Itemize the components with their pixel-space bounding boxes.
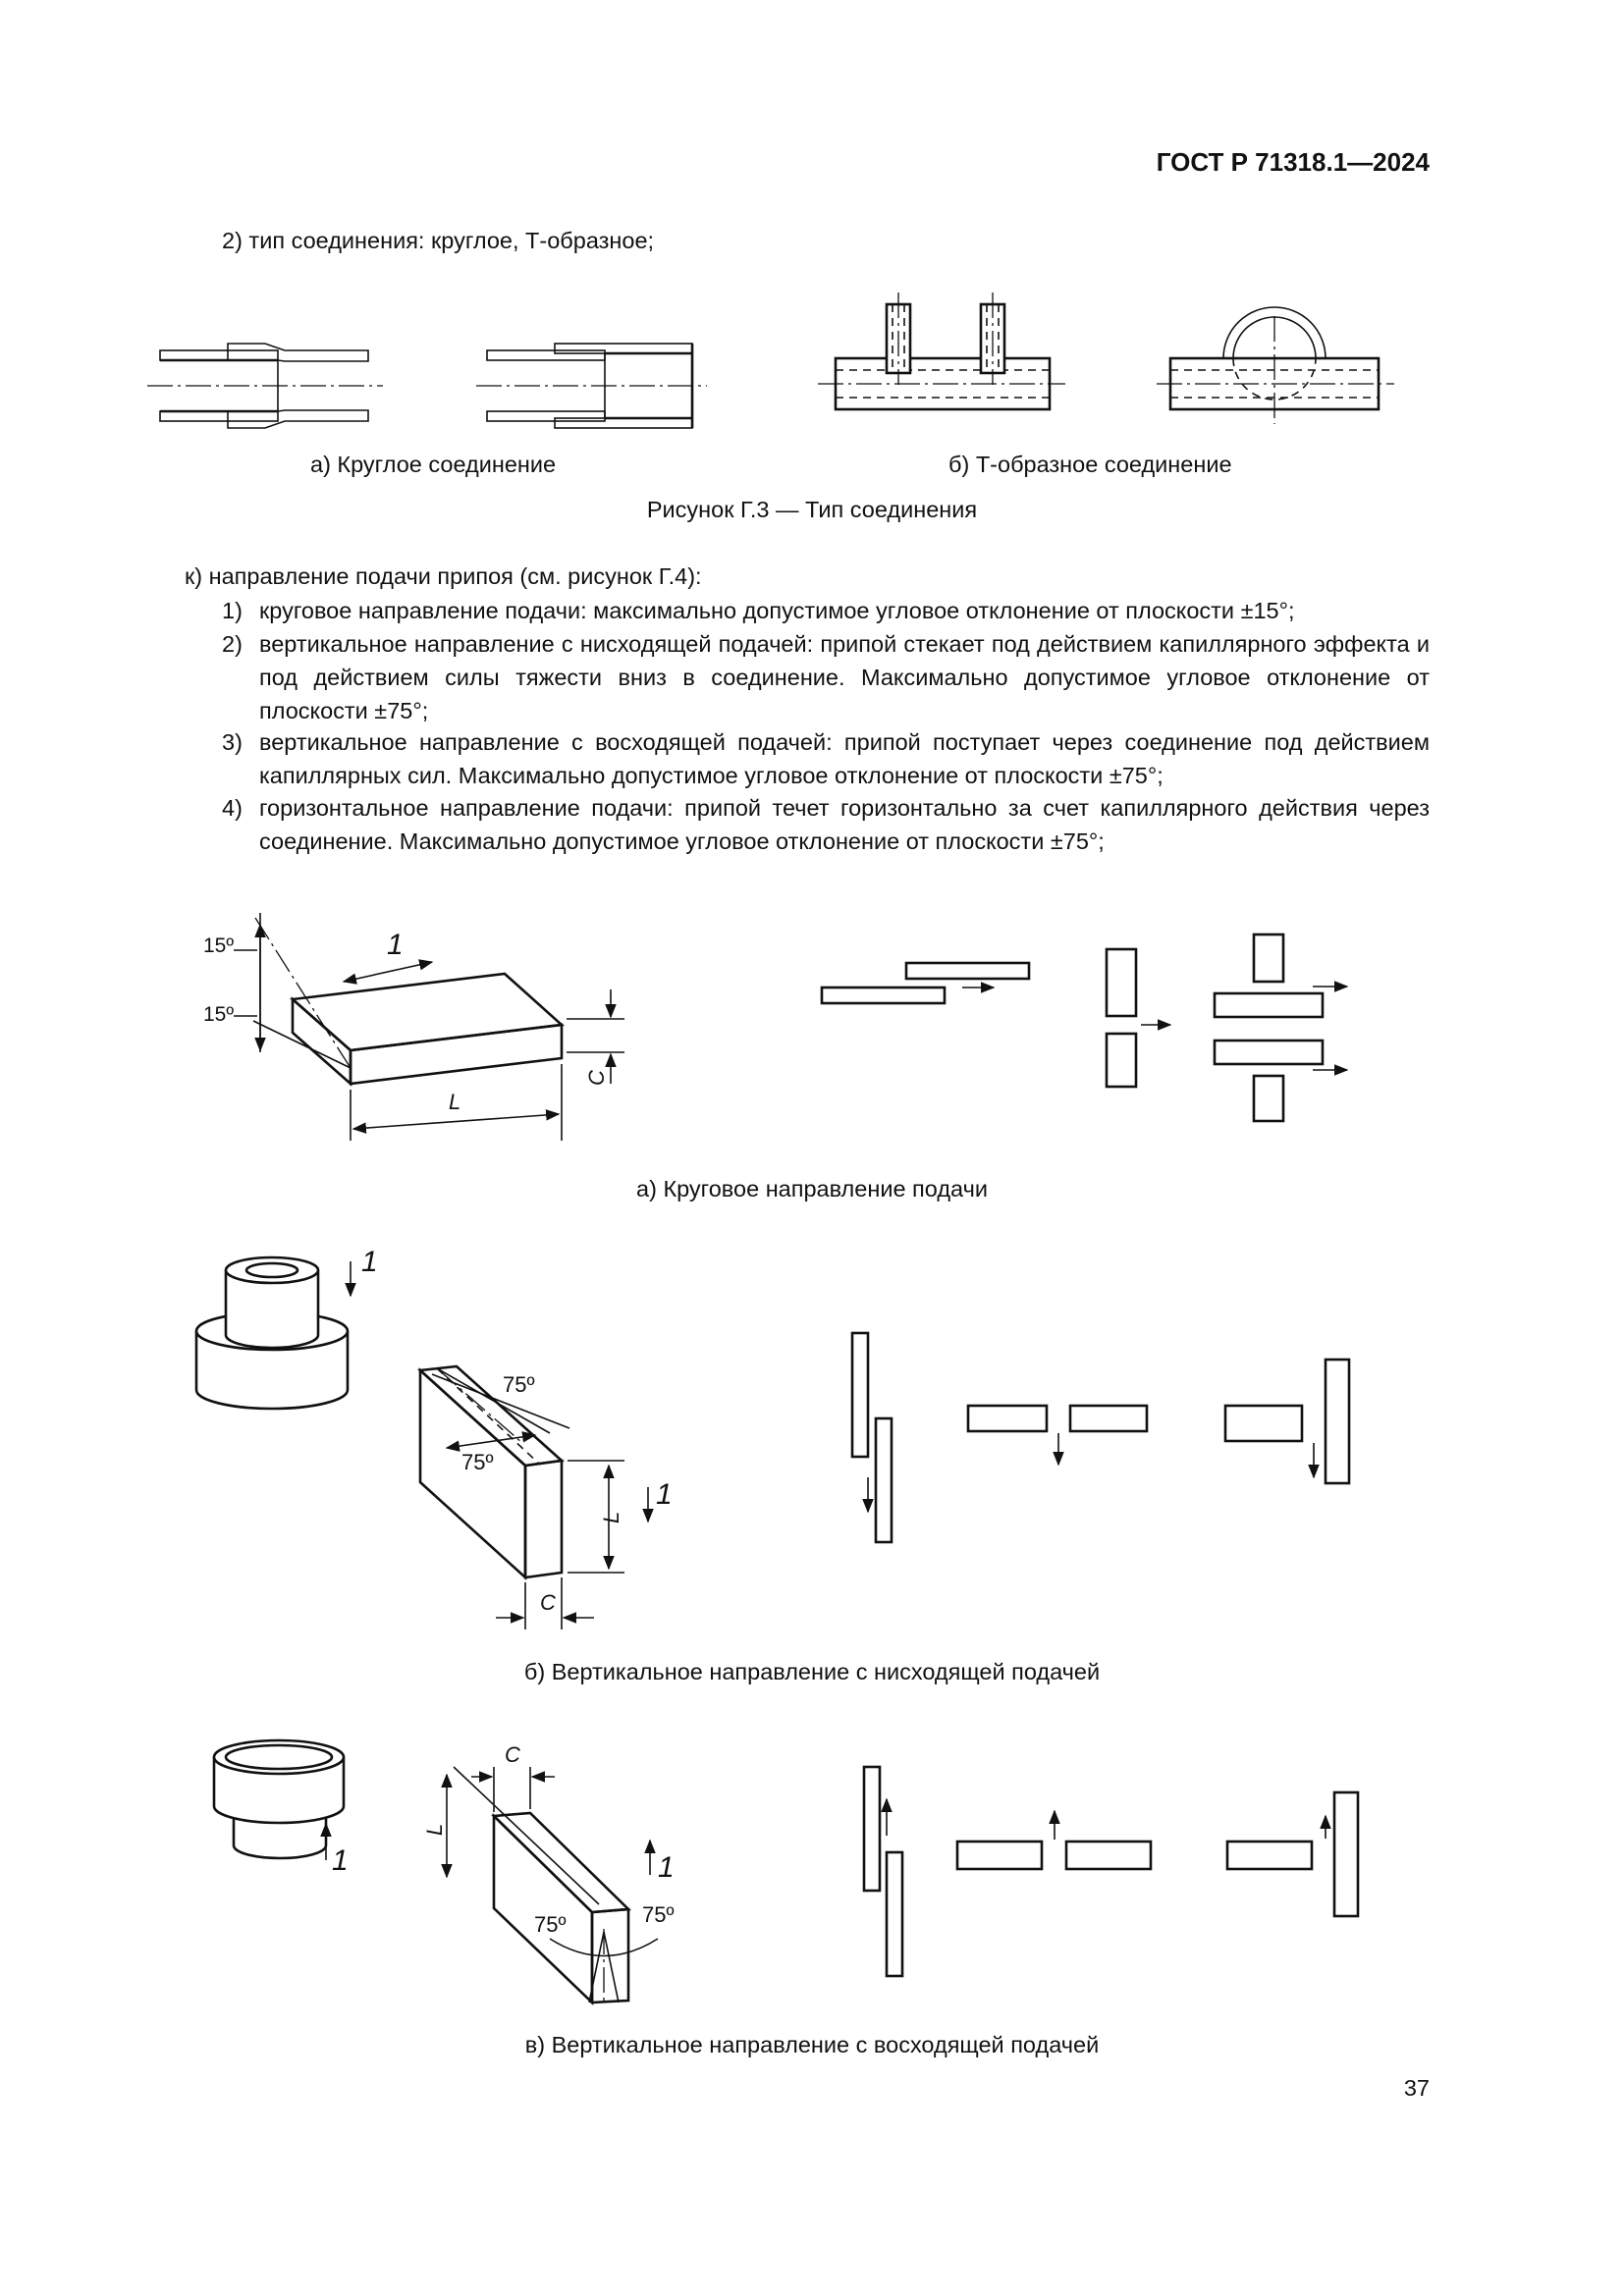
caption-round-joint: а) Круглое соединение bbox=[310, 452, 557, 477]
section-k-item-4 bbox=[222, 791, 1430, 858]
dim-label-L-a: L bbox=[449, 1090, 461, 1114]
dim-label-L-c: L bbox=[422, 1823, 447, 1836]
section-k-lead: к) направление подачи припоя (см. рисунок Г.4): bbox=[185, 563, 702, 589]
circular-feed-schematics bbox=[822, 934, 1347, 1121]
page-number: 37 bbox=[1403, 2075, 1430, 2101]
angle-label-15-bottom: 15º bbox=[203, 1003, 235, 1026]
angle-label-15-top: 15º bbox=[203, 934, 235, 957]
feed-direction-label-a: 1 bbox=[387, 929, 404, 961]
dim-label-L-b: L bbox=[599, 1511, 623, 1523]
feed-direction-label-b2: 1 bbox=[656, 1478, 673, 1511]
t-joint-saddle-drawing bbox=[1157, 307, 1394, 424]
plate-downward-drawing bbox=[420, 1366, 673, 1629]
item-text: вертикальное направление с восходящей подачей: припой поступает через соединение под действием капиллярных сил. Максимально допустимое угловое отклонение от плоскости ±75°; bbox=[259, 729, 1430, 788]
item-text: горизонтальное направление подачи: припой течет горизонтально за счет капиллярного действия через соединение. Максимально допустимое угловое отклонение от плоскости ±75°; bbox=[259, 795, 1430, 854]
section-k-item-1 bbox=[222, 594, 1430, 627]
downward-feed-schematics bbox=[852, 1333, 1349, 1542]
plate-circular-feed-drawing bbox=[203, 913, 624, 1141]
dim-label-C-a: C bbox=[584, 1070, 609, 1086]
upward-feed-schematics bbox=[864, 1767, 1358, 1976]
round-joint-swaged-drawing bbox=[147, 344, 383, 428]
item-text: круговое направление подачи: максимально допустимое угловое отклонение от плоскости ±15°; bbox=[259, 598, 1295, 623]
round-joint-socket-drawing bbox=[476, 344, 707, 428]
plate-upward-drawing bbox=[422, 1742, 675, 2002]
cylinder-downward-drawing bbox=[196, 1246, 378, 1409]
angle-label-75-b-top: 75º bbox=[503, 1372, 535, 1397]
item-number: 1) bbox=[222, 598, 243, 623]
feed-direction-label-b1: 1 bbox=[361, 1246, 378, 1278]
section-k-item-3 bbox=[222, 725, 1430, 792]
t-joint-branch-drawing bbox=[818, 293, 1065, 409]
intro-item: 2) тип соединения: круглое, Т-образное; bbox=[222, 228, 655, 253]
figure-g3-title: Рисунок Г.3 — Тип соединения bbox=[646, 497, 978, 522]
item-number: 2) bbox=[222, 631, 243, 657]
document-header: ГОСТ Р 71318.1—2024 bbox=[1156, 147, 1430, 177]
dim-label-C-b: C bbox=[540, 1590, 556, 1615]
angle-label-75-b-bottom: 75º bbox=[461, 1450, 494, 1474]
angle-label-75-c-right: 75º bbox=[642, 1902, 675, 1927]
caption-downward-feed: б) Вертикальное направление с нисходящей подачей bbox=[523, 1659, 1101, 1684]
item-number: 3) bbox=[222, 729, 243, 755]
cylinder-upward-drawing bbox=[214, 1740, 349, 1877]
caption-t-joint: б) Т-образное соединение bbox=[948, 452, 1232, 477]
section-k-item-2 bbox=[222, 627, 1430, 727]
caption-upward-feed: в) Вертикальное направление с восходящей подачей bbox=[524, 2032, 1100, 2057]
caption-circular-feed: а) Круговое направление подачи bbox=[636, 1176, 988, 1201]
feed-direction-label-c1: 1 bbox=[332, 1844, 349, 1877]
item-text: вертикальное направление с нисходящей подачей: припой стекает под действием капиллярного эффекта и под действием силы тяжести вниз в соединение. Максимально допустимое угловое отклонение от плоскости ±75°; bbox=[259, 631, 1430, 723]
item-number: 4) bbox=[222, 795, 243, 821]
angle-label-75-c-left: 75º bbox=[534, 1912, 567, 1937]
feed-direction-label-c2: 1 bbox=[658, 1851, 675, 1884]
dim-label-C-c: C bbox=[505, 1742, 520, 1767]
